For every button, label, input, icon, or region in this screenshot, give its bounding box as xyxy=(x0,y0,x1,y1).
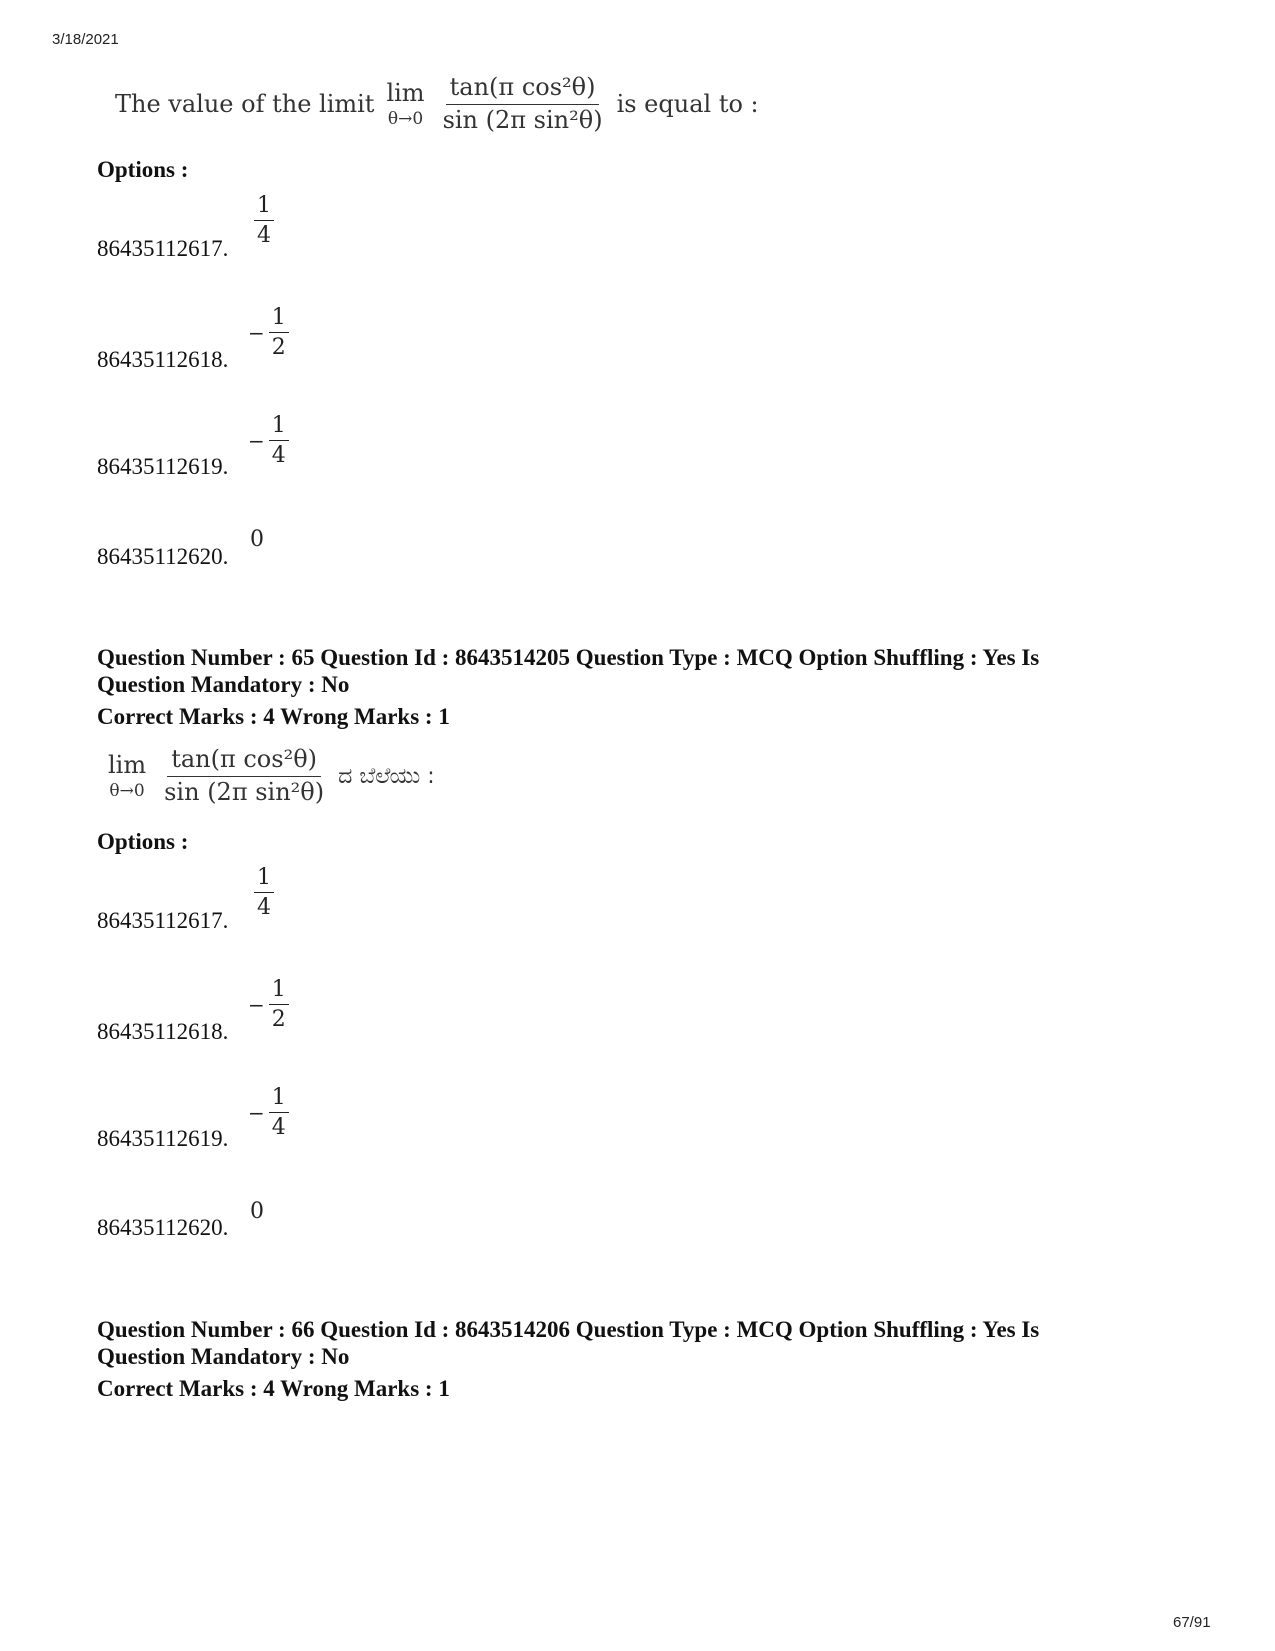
limit-fraction xyxy=(439,74,607,134)
option-id: 86435112620. xyxy=(97,1215,229,1240)
marks-line: Correct Marks : 4 Wrong Marks : 1 xyxy=(97,704,450,729)
option-id: 86435112619. xyxy=(97,1126,229,1151)
option-value: $\frac{1}{4}$ xyxy=(250,865,274,921)
option-id: 86435112620. xyxy=(97,544,229,569)
limit-operator: lim θ→0 xyxy=(386,78,425,129)
question-text xyxy=(115,74,759,134)
question-meta xyxy=(97,644,1097,698)
question-meta-line: Question Number : 65 Question Id : 8643514205 Question Type : MCQ Option Shuffling : Yes Is xyxy=(97,645,1040,670)
question-meta xyxy=(97,1316,1097,1370)
limit-subscript: θ→0 xyxy=(109,780,145,801)
fraction-numerator: tan(π cos²θ) xyxy=(446,74,600,105)
option-value: $\frac{1}{4}$ xyxy=(250,193,274,249)
question-meta-line: Question Mandatory : No xyxy=(97,672,350,697)
question-meta-line: Question Mandatory : No xyxy=(97,1344,350,1369)
option-value: − $\frac{1}{4}$ xyxy=(248,1085,289,1141)
option-value: 0 xyxy=(250,1199,264,1224)
limit-subscript: θ→0 xyxy=(387,108,424,129)
page-number: 67/91 xyxy=(1173,1614,1211,1631)
question-trail: is equal to : xyxy=(616,90,759,119)
fraction-numerator: tan(π cos²θ) xyxy=(167,746,321,777)
option-id: 86435112617. xyxy=(97,908,229,933)
option-id: 86435112618. xyxy=(97,347,229,372)
option-id: 86435112617. xyxy=(97,236,229,261)
question-trail: ದ ಬೆಲೆಯು : xyxy=(338,763,435,789)
question-text xyxy=(108,746,435,806)
options-label: Options : xyxy=(97,157,189,182)
question-lead: The value of the limit xyxy=(115,90,375,119)
option-id: 86435112619. xyxy=(97,454,229,479)
question-meta-line: Question Number : 66 Question Id : 8643514206 Question Type : MCQ Option Shuffling : Yes Is xyxy=(97,1317,1040,1342)
option-value: − $\frac{1}{2}$ xyxy=(248,305,289,361)
limit-fraction xyxy=(160,746,328,806)
options-label: Options : xyxy=(97,829,189,854)
marks-line: Correct Marks : 4 Wrong Marks : 1 xyxy=(97,1376,450,1401)
fraction-denominator: sin (2π sin²θ) xyxy=(442,105,603,134)
option-id: 86435112618. xyxy=(97,1019,229,1044)
option-value: − $\frac{1}{4}$ xyxy=(248,413,289,469)
print-date: 3/18/2021 xyxy=(52,31,119,48)
fraction-denominator: sin (2π sin²θ) xyxy=(164,777,325,806)
option-value: 0 xyxy=(250,527,264,552)
option-value: − $\frac{1}{2}$ xyxy=(248,977,289,1033)
limit-operator: lim θ→0 xyxy=(108,750,147,801)
